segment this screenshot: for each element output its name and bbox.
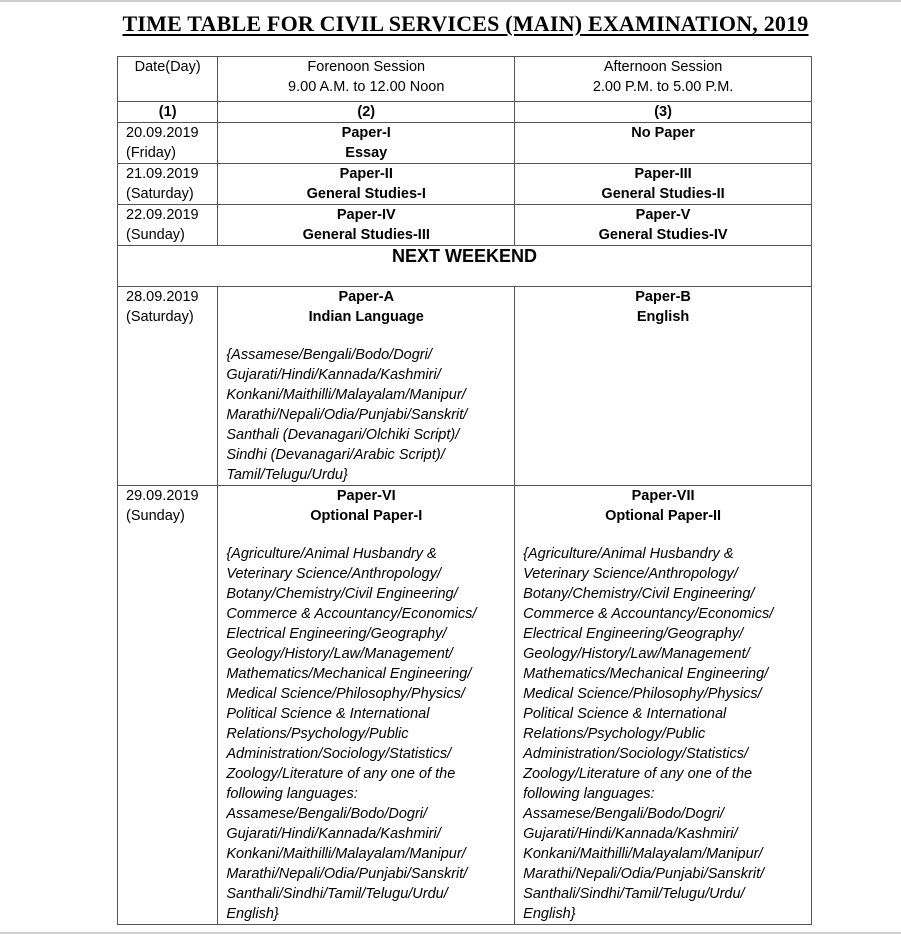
top-border: [0, 0, 901, 2]
header-afternoon-time: 2.00 P.M. to 5.00 P.M.: [592, 79, 734, 95]
paper-subject: Optional Paper-II: [605, 508, 722, 524]
forenoon-cell: [218, 164, 515, 205]
optional-subject-list: {Agriculture/Animal Husbandry & Veterinary Science/Anthropology/ Botany/Chemistry/Civil Engineering/ Commerce & Accountancy/Economics/ Electrical Engineering/Geography/ Geology/History/Law/Management/ Mathematics/Mechanical Engineering/ Medical Science/Philosophy/Physics/ Political Science & International Relations/Psychology/Public Administration/Sociology/Statistics/ Zoology/Literature of any one of the following languages: Assamese/Bengali/Bodo/Dogri/ Gujarati/Hindi/Kannada/Kashmiri/ Konkani/Maithilli/Malayalam/Manipur/ Marathi/Nepali/Odia/Punjabi/Sanskrit/ Santhali/Sindhi/Tamil/Telugu/Urdu/ English}: [226, 546, 477, 922]
afternoon-cell: [515, 486, 812, 925]
date-cell: [118, 287, 218, 486]
date: 29.09.2019: [126, 488, 199, 504]
next-weekend-row: [118, 246, 812, 287]
date: 21.09.2019: [126, 166, 199, 182]
optional-subject-list: {Agriculture/Animal Husbandry & Veterinary Science/Anthropology/ Botany/Chemistry/Civil Engineering/ Commerce & Accountancy/Economics/ Electrical Engineering/Geography/ Geology/History/Law/Management/ Mathematics/Mechanical Engineering/ Medical Science/Philosophy/Physics/ Political Science & International Relations/Psychology/Public Administration/Sociology/Statistics/ Zoology/Literature of any one of the following languages: Assamese/Bengali/Bodo/Dogri/ Gujarati/Hindi/Kannada/Kashmiri/ Konkani/Maithilli/Malayalam/Manipur/ Marathi/Nepali/Odia/Punjabi/Sanskrit/ Santhali/Sindhi/Tamil/Telugu/Urdu/ English}: [523, 546, 774, 922]
forenoon-cell: [218, 123, 515, 164]
forenoon-cell: [218, 486, 515, 925]
paper-subject: General Studies-I: [306, 186, 426, 202]
column-number-3: (3): [515, 102, 812, 123]
weekday: (Saturday): [126, 186, 194, 202]
weekday: (Saturday): [126, 309, 194, 325]
paper-subject: English: [636, 309, 690, 325]
column-number-1: (1): [118, 102, 218, 123]
table-row: [118, 164, 812, 205]
header-row: [118, 57, 812, 102]
language-list: {Assamese/Bengali/Bodo/Dogri/ Gujarati/Hindi/Kannada/Kashmiri/ Konkani/Maithilli/Malayalam/Manipur/ Marathi/Nepali/Odia/Punjabi/Sanskrit/ Santhali (Devanagari/Olchiki Script)/ Sindhi (Devanagari/Arabic Script)/ Tamil/Telugu/Urdu}: [226, 347, 468, 483]
header-date: Date(Day): [118, 57, 218, 102]
paper-name: Paper-A: [338, 289, 395, 305]
paper-subject: Essay: [345, 145, 388, 161]
timetable: [117, 56, 812, 925]
paper-name: Paper-VI: [336, 488, 396, 504]
header-forenoon-label: Forenoon Session: [307, 59, 426, 75]
header-afternoon-label: Afternoon Session: [603, 59, 723, 75]
date: 28.09.2019: [126, 289, 199, 305]
paper-name: Paper-III: [634, 166, 692, 182]
afternoon-cell: [515, 123, 812, 164]
paper-name: Paper-V: [635, 207, 691, 223]
page-title: TIME TABLE FOR CIVIL SERVICES (MAIN) EXAMINATION, 2019: [122, 11, 809, 36]
paper-subject: Indian Language: [308, 309, 424, 325]
table-row: [118, 287, 812, 486]
forenoon-cell: [218, 205, 515, 246]
column-number-2: (2): [218, 102, 515, 123]
table-row: [118, 123, 812, 164]
paper-subject: General Studies-III: [302, 227, 430, 243]
afternoon-cell: [515, 287, 812, 486]
paper-name: Paper-VII: [631, 488, 695, 504]
weekday: (Sunday): [126, 227, 185, 243]
header-forenoon: [218, 57, 515, 102]
afternoon-cell: [515, 205, 812, 246]
date: 20.09.2019: [126, 125, 199, 141]
date-cell: [118, 486, 218, 925]
weekday: (Friday): [126, 145, 176, 161]
afternoon-cell: [515, 164, 812, 205]
next-weekend-heading: NEXT WEEKEND: [118, 246, 812, 287]
paper-name: Paper-I: [341, 125, 391, 141]
paper-name: No Paper: [631, 125, 695, 141]
column-number-row: [118, 102, 812, 123]
date: 22.09.2019: [126, 207, 199, 223]
paper-subject: General Studies-IV: [598, 227, 728, 243]
paper-subject: General Studies-II: [601, 186, 725, 202]
date-cell: [118, 205, 218, 246]
date-cell: [118, 123, 218, 164]
paper-name: Paper-B: [635, 289, 691, 305]
header-forenoon-time: 9.00 A.M. to 12.00 Noon: [288, 79, 445, 95]
date-cell: [118, 164, 218, 205]
paper-name: Paper-II: [339, 166, 393, 182]
header-afternoon: [515, 57, 812, 102]
paper-name: Paper-IV: [336, 207, 396, 223]
forenoon-cell: [218, 287, 515, 486]
table-row: [118, 205, 812, 246]
paper-subject: Optional Paper-I: [310, 508, 423, 524]
table-row: [118, 486, 812, 925]
weekday: (Sunday): [126, 508, 185, 524]
